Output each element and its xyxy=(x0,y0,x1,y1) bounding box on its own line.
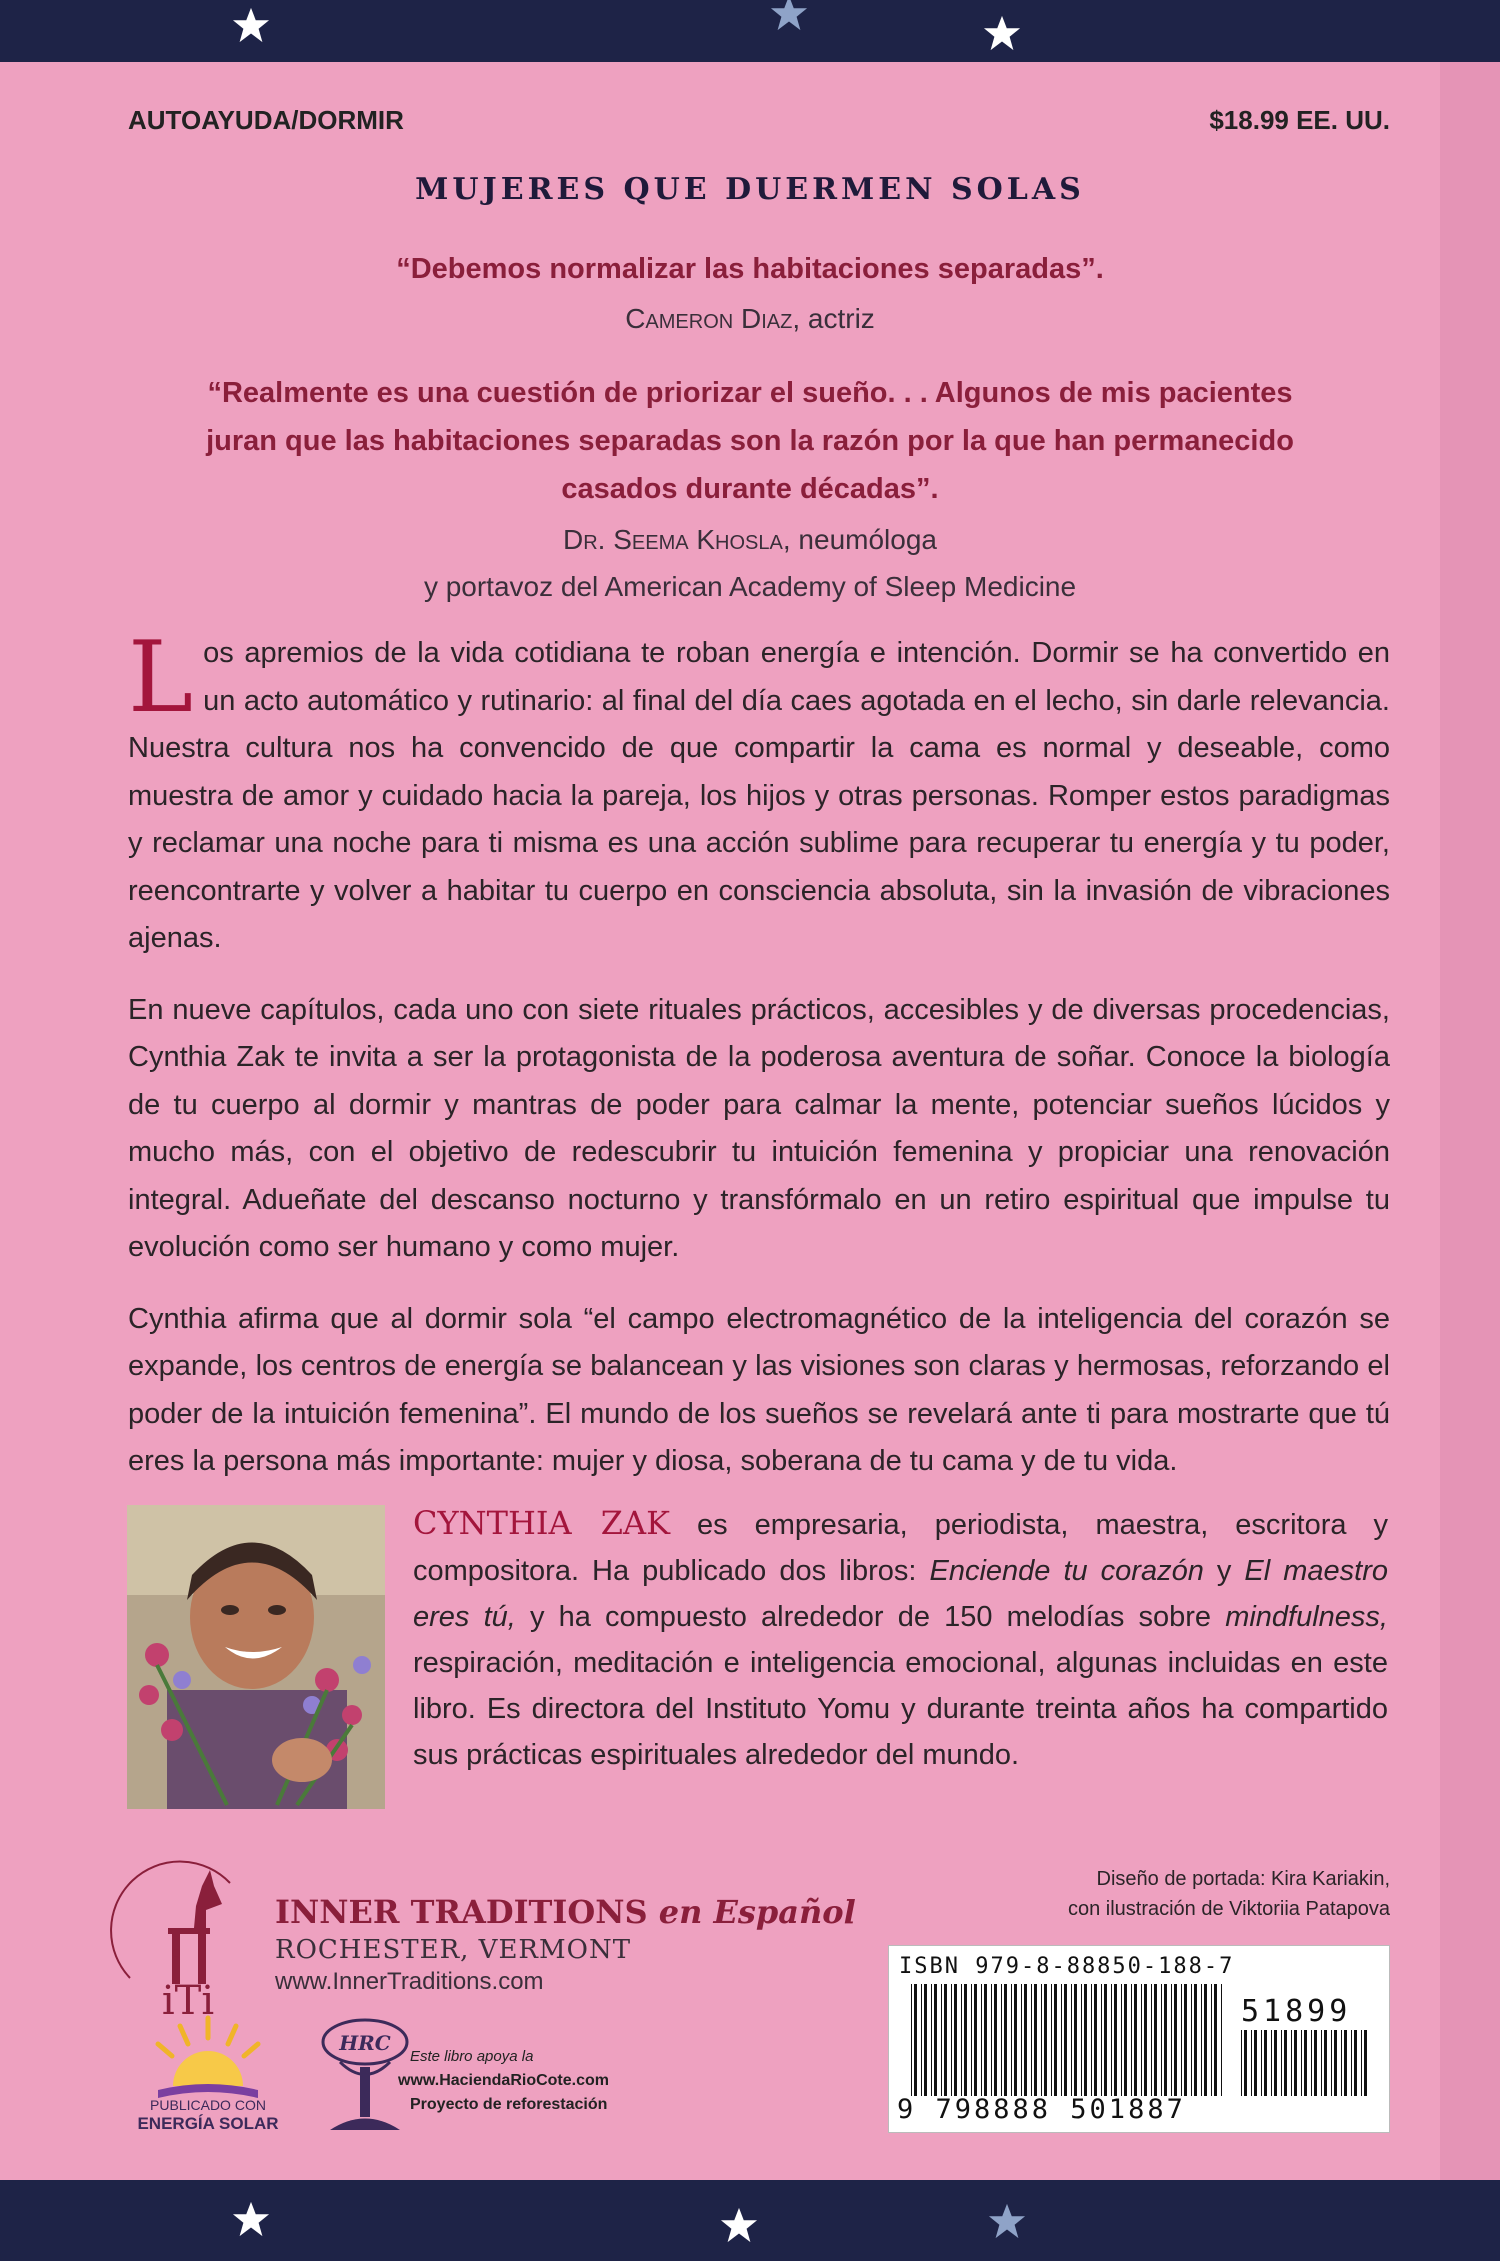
barcode-bar xyxy=(1114,1984,1117,2096)
barcode-bar xyxy=(951,1984,952,2096)
barcode-bar xyxy=(1054,1984,1057,2096)
barcode-bar xyxy=(1284,2030,1287,2096)
author-bio xyxy=(413,1500,1388,1778)
barcode-bar xyxy=(1294,2030,1297,2096)
top-star-band xyxy=(0,0,1500,62)
publisher-name-main: INNER TRADITIONS xyxy=(275,1893,648,1931)
publisher-name xyxy=(275,1893,856,1931)
isbn-label: ISBN 979-8-88850-188-7 xyxy=(899,1954,1235,1979)
barcode-bar xyxy=(911,1984,912,2096)
barcode-bar xyxy=(1221,1984,1222,2096)
barcode-bar xyxy=(1321,2030,1322,2096)
barcode-bar xyxy=(1214,1984,1217,2096)
barcode-bar xyxy=(1001,1984,1002,2096)
barcode-bar xyxy=(924,1984,927,2096)
barcode-bar xyxy=(944,1984,947,2096)
publisher-url: www.InnerTraditions.com xyxy=(275,1968,544,1995)
barcode-bar xyxy=(1181,1984,1182,2096)
quote-2-role: , neumóloga xyxy=(782,524,937,555)
book-title: MUJERES QUE DUERMEN SOLAS xyxy=(415,172,1085,207)
barcode-bar xyxy=(1361,2030,1362,2096)
barcode-bar xyxy=(1334,2030,1337,2096)
hrc-monogram: HRC xyxy=(339,2031,391,2055)
quote-2-attribution xyxy=(80,516,1420,563)
barcode-bar xyxy=(1024,1984,1027,2096)
barcode-bar xyxy=(1104,1984,1107,2096)
paragraph-3: Cynthia afirma que al dormir sola “el campo electromagnético de la inteligencia del corazón se expande, los centros de energía se balancean y las visiones son claras y hermosas, reforzando el poder de la intuición femenina”. El mundo de los sueños se revelará ante ti para mostrarte que tú eres la persona más importante: mujer y diosa, soberana de tu cama y de tu vida. xyxy=(128,1302,1390,1477)
barcode-bar xyxy=(994,1984,997,2096)
barcode-addon-bars xyxy=(1241,2030,1371,2096)
barcode-bar xyxy=(1271,2030,1272,2096)
barcode-bar xyxy=(1174,1984,1177,2096)
barcode-bar xyxy=(1041,1984,1042,2096)
barcode-bar xyxy=(1071,1984,1072,2096)
barcode-bar xyxy=(1044,1984,1047,2096)
barcode-bar xyxy=(1051,1984,1052,2096)
drop-cap: L xyxy=(128,621,194,735)
bio-text-a: es empresaria, periodista, maestra, escritora y compositora. Ha publicado dos libros: xyxy=(413,1509,1388,1587)
category-label: AUTOAYUDA/DORMIR xyxy=(128,105,404,135)
inner-traditions-logo xyxy=(110,1858,270,2028)
barcode-bar xyxy=(1311,2030,1312,2096)
barcode-bars xyxy=(911,1984,1223,2096)
barcode-digits: 9 798888 501887 xyxy=(897,2094,1186,2125)
quote-2-line-2: juran que las habitaciones separadas son la razón por la que han permanecido xyxy=(206,425,1294,457)
barcode-bar xyxy=(1014,1984,1017,2096)
price-label: $18.99 EE. UU. xyxy=(1209,105,1390,135)
barcode-bar xyxy=(991,1984,992,2096)
barcode-bar xyxy=(1274,2030,1277,2096)
publisher-monogram: iTi xyxy=(161,1978,215,2024)
barcode-bar xyxy=(1211,1984,1212,2096)
barcode-bar xyxy=(971,1984,972,2096)
barcode-bar xyxy=(914,1984,917,2096)
hrc-label-3: Proyecto de reforestación xyxy=(410,2096,608,2113)
description-body xyxy=(128,621,1390,1510)
barcode-bar xyxy=(1261,2030,1262,2096)
barcode-bar xyxy=(1324,2030,1327,2096)
quote-1-name: Cameron Diaz xyxy=(625,303,793,334)
book-title-2: El maestro eres tú, xyxy=(413,1555,1388,1633)
barcode-bar xyxy=(1151,1984,1152,2096)
barcode-bar xyxy=(1281,2030,1282,2096)
spine-edge xyxy=(1440,62,1500,2180)
barcode-bar xyxy=(1244,2030,1247,2096)
barcode-bar xyxy=(1004,1984,1007,2096)
barcode-bar xyxy=(1241,2030,1242,2096)
barcode-bar xyxy=(1131,1984,1132,2096)
quote-1-text: “Debemos normalizar las habitaciones separadas”. xyxy=(396,253,1104,285)
star-icon xyxy=(232,2200,270,2238)
barcode-bar xyxy=(1064,1984,1067,2096)
book-title-1: Enciende tu corazón xyxy=(929,1555,1204,1587)
barcode-bar xyxy=(1254,2030,1257,2096)
barcode-bar xyxy=(1081,1984,1082,2096)
solar-label-2: ENERGÍA SOLAR xyxy=(137,2114,279,2133)
barcode-bar xyxy=(1124,1984,1127,2096)
barcode-bar xyxy=(1204,1984,1207,2096)
barcode-bar xyxy=(1201,1984,1202,2096)
paragraph-1-text: os apremios de la vida cotidiana te roban energía e intención. Dormir se ha convertido en un acto automático y rutinario: al final del día caes agotada en el lecho, sin darle relevancia. Nuestra cultura nos ha convencido de que compartir la cama es normal y deseable, como muestra de amor y cuidado hacia la pareja, los hijos y otras personas. Romper estos paradigmas y reclamar una noche para ti misma es una acción sublime para recuperar tu energía y tu poder, reencontrarte y volver a habitar tu cuerpo en consciencia absoluta, sin la invasión de vibraciones ajenas. xyxy=(128,637,1390,954)
publisher-city: ROCHESTER, VERMONT xyxy=(275,1935,632,1965)
barcode-bar xyxy=(1301,2030,1302,2096)
barcode-bar xyxy=(954,1984,957,2096)
quote-2-line-3: casados durante décadas”. xyxy=(561,473,939,505)
barcode-bar xyxy=(1344,2030,1347,2096)
barcode-bar xyxy=(1074,1984,1077,2096)
barcode-bar xyxy=(1351,2030,1352,2096)
mindfulness-term: mindfulness, xyxy=(1225,1601,1388,1633)
paragraph-1 xyxy=(128,621,1390,963)
quote-1-role: , actriz xyxy=(792,303,875,334)
bio-text-c: y ha compuesto alrededor de 150 melodías sobre xyxy=(515,1601,1226,1633)
barcode-bar xyxy=(941,1984,942,2096)
barcode-bar xyxy=(1264,2030,1267,2096)
barcode-bar xyxy=(1194,1984,1197,2096)
paragraph-2: En nueve capítulos, cada uno con siete rituales prácticos, accesibles y de diversas procedencias, Cynthia Zak te invita a ser la protagonista de la poderosa aventura de soñar. Conoce la biología de tu cuerpo al dormir y mantras de poder para calmar la mente, potenciar sueños lúcidos y mucho más, con el objetivo de redescubrir tu intuición femenina y propiciar una renovación integral. Adueñate del descanso nocturno y transfórmalo en un retiro espiritual que impulse tu evolución como ser humano y como mujer. xyxy=(128,993,1390,1263)
barcode-bar xyxy=(1364,2030,1367,2096)
star-icon xyxy=(720,2206,758,2244)
barcode-bar xyxy=(1171,1984,1172,2096)
barcode-bar xyxy=(1144,1984,1147,2096)
barcode-bar xyxy=(1314,2030,1317,2096)
star-icon xyxy=(988,2202,1026,2240)
isbn-barcode xyxy=(888,1945,1390,2133)
star-icon xyxy=(770,0,808,32)
barcode-bar xyxy=(1184,1984,1187,2096)
barcode-bar xyxy=(974,1984,977,2096)
star-icon xyxy=(232,6,270,44)
bio-text-d: respiración, meditación e inteligencia emocional, algunas incluidas en este libro. Es directora del Instituto Yomu y durante treinta años ha compartido sus prácticas espirituales alrededor del mundo. xyxy=(413,1647,1388,1771)
barcode-bar xyxy=(1094,1984,1097,2096)
barcode-bar xyxy=(934,1984,937,2096)
barcode-bar xyxy=(1061,1984,1062,2096)
barcode-bar xyxy=(931,1984,932,2096)
barcode-bar xyxy=(1111,1984,1112,2096)
barcode-bar xyxy=(1191,1984,1192,2096)
barcode-bar xyxy=(964,1984,967,2096)
barcode-bar xyxy=(1161,1984,1162,2096)
barcode-bar xyxy=(1251,2030,1252,2096)
barcode-bar xyxy=(1121,1984,1122,2096)
barcode-bar xyxy=(1164,1984,1167,2096)
barcode-bar xyxy=(1331,2030,1332,2096)
quote-2-line-1: “Realmente es una cuestión de priorizar el sueño. . . Algunos de mis pacientes xyxy=(207,377,1293,409)
quote-2-name: Dr. Seema Khosla xyxy=(563,524,783,555)
barcode-bar xyxy=(981,1984,982,2096)
barcode-bar xyxy=(1341,2030,1342,2096)
barcode-bar xyxy=(1011,1984,1012,2096)
hrc-label-2: www.HaciendaRioCote.com xyxy=(398,2072,609,2089)
barcode-bar xyxy=(984,1984,987,2096)
quote-2-affiliation: y portavoz del American Academy of Sleep Medicine xyxy=(423,571,1077,602)
barcode-bar xyxy=(1021,1984,1022,2096)
barcode-bar xyxy=(1031,1984,1032,2096)
bottom-star-band xyxy=(0,2180,1500,2261)
star-icon xyxy=(983,14,1021,52)
barcode-bar xyxy=(1141,1984,1142,2096)
barcode-bar xyxy=(1304,2030,1307,2096)
quote-1-attribution xyxy=(80,295,1420,342)
price-code: 51899 xyxy=(1241,1994,1352,2029)
barcode-bar xyxy=(1291,2030,1292,2096)
publisher-name-italic: en Español xyxy=(647,1893,856,1931)
barcode-bar xyxy=(1101,1984,1102,2096)
barcode-bar xyxy=(1134,1984,1137,2096)
cover-credit-2: con ilustración de Viktoriia Patapova xyxy=(1067,1898,1390,1920)
barcode-bar xyxy=(1034,1984,1037,2096)
barcode-bar xyxy=(1154,1984,1157,2096)
barcode-bar xyxy=(961,1984,962,2096)
barcode-bar xyxy=(921,1984,922,2096)
author-name: CYNTHIA ZAK xyxy=(413,1504,670,1542)
barcode-bar xyxy=(1091,1984,1092,2096)
barcode-bar xyxy=(1354,2030,1357,2096)
author-photo xyxy=(127,1505,385,1809)
solar-label-1: PUBLICADO CON xyxy=(150,2097,266,2113)
bio-text-b: y xyxy=(1203,1555,1245,1587)
cover-credit-1: Diseño de portada: Kira Kariakin, xyxy=(1096,1868,1390,1890)
barcode-bar xyxy=(1084,1984,1087,2096)
hrc-label-1: Este libro apoya la xyxy=(410,2048,534,2065)
